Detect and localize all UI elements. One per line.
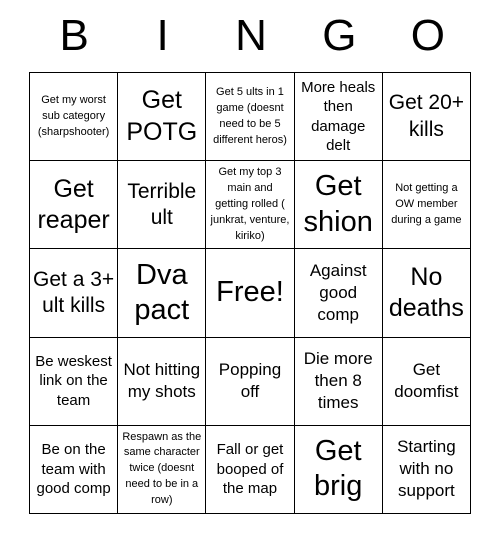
cell-text: Get POTG bbox=[126, 86, 198, 146]
bingo-cell-r2-c3[interactable] bbox=[206, 161, 294, 249]
bingo-cell-free[interactable] bbox=[206, 249, 294, 337]
bingo-cell-r5-c4[interactable] bbox=[295, 426, 383, 514]
bingo-cell-r3-c2[interactable] bbox=[118, 249, 206, 337]
cell-text: Respawn as the same character twice (doesnt need to be in a row) bbox=[122, 430, 202, 507]
cell-text: Get a 3+ ult kills bbox=[33, 267, 115, 317]
cell-text: Get my top 3 main and getting rolled ( junkrat, venture, kiriko) bbox=[210, 165, 290, 242]
cell-text: Dva pact bbox=[134, 258, 190, 326]
bingo-cell-r4-c5[interactable] bbox=[383, 338, 471, 426]
cell-text: Get doomfist bbox=[394, 360, 459, 402]
bingo-cell-r2-c4[interactable] bbox=[295, 161, 383, 249]
cell-text: Get 20+ kills bbox=[388, 91, 465, 141]
cell-text: Not getting a OW member during a game bbox=[391, 181, 462, 226]
cell-text: Get 5 ults in 1 game (doesnt need to be 5 different heros) bbox=[213, 85, 287, 146]
header-letter-g: G bbox=[322, 11, 357, 60]
bingo-cell-r1-c2[interactable] bbox=[118, 73, 206, 161]
header-letter-b: B bbox=[59, 11, 89, 60]
cell-text: Die more then 8 times bbox=[303, 349, 373, 413]
cell-text: Popping off bbox=[218, 360, 282, 402]
cell-text: Free! bbox=[216, 276, 284, 309]
cell-text: No deaths bbox=[388, 262, 464, 322]
bingo-cell-r3-c1[interactable] bbox=[30, 249, 118, 337]
bingo-cell-r5-c5[interactable] bbox=[383, 426, 471, 514]
bingo-cell-r1-c4[interactable] bbox=[295, 73, 383, 161]
bingo-cell-r3-c4[interactable] bbox=[295, 249, 383, 337]
cell-text: Get reaper bbox=[37, 174, 110, 234]
cell-text: Against good comp bbox=[309, 260, 367, 325]
bingo-cell-r5-c2[interactable] bbox=[118, 426, 206, 514]
bingo-cell-r4-c1[interactable] bbox=[30, 338, 118, 426]
bingo-cell-r1-c1[interactable] bbox=[30, 73, 118, 161]
bingo-cell-r5-c3[interactable] bbox=[206, 426, 294, 514]
cell-text: Be weskest link on the team bbox=[35, 352, 112, 409]
bingo-grid bbox=[29, 72, 471, 514]
bingo-cell-r2-c1[interactable] bbox=[30, 161, 118, 249]
bingo-cell-r3-c5[interactable] bbox=[383, 249, 471, 337]
bingo-cell-r1-c5[interactable] bbox=[383, 73, 471, 161]
cell-text: Fall or get booped of the map bbox=[216, 441, 284, 498]
cell-text: Get brig bbox=[314, 435, 363, 503]
cell-text: Starting with no support bbox=[397, 437, 456, 501]
cell-text: Get my worst sub category (sharpshooter) bbox=[37, 93, 110, 138]
bingo-cell-r4-c4[interactable] bbox=[295, 338, 383, 426]
cell-text: More heals then damage delt bbox=[301, 78, 376, 155]
header-letter-i: I bbox=[156, 11, 169, 60]
cell-text: Be on the team with good comp bbox=[36, 441, 111, 498]
cell-text: Not hitting my shots bbox=[123, 360, 201, 402]
header-letter-n: N bbox=[235, 11, 267, 60]
bingo-cell-r1-c3[interactable] bbox=[206, 73, 294, 161]
cell-text: Terrible ult bbox=[127, 179, 197, 229]
bingo-cell-r2-c5[interactable] bbox=[383, 161, 471, 249]
bingo-cell-r2-c2[interactable] bbox=[118, 161, 206, 249]
cell-text: Get shion bbox=[303, 170, 373, 238]
bingo-cell-r4-c2[interactable] bbox=[118, 338, 206, 426]
bingo-cell-r5-c1[interactable] bbox=[30, 426, 118, 514]
header-letter-o: O bbox=[410, 11, 445, 60]
bingo-cell-r4-c3[interactable] bbox=[206, 338, 294, 426]
bingo-header bbox=[30, 0, 472, 72]
